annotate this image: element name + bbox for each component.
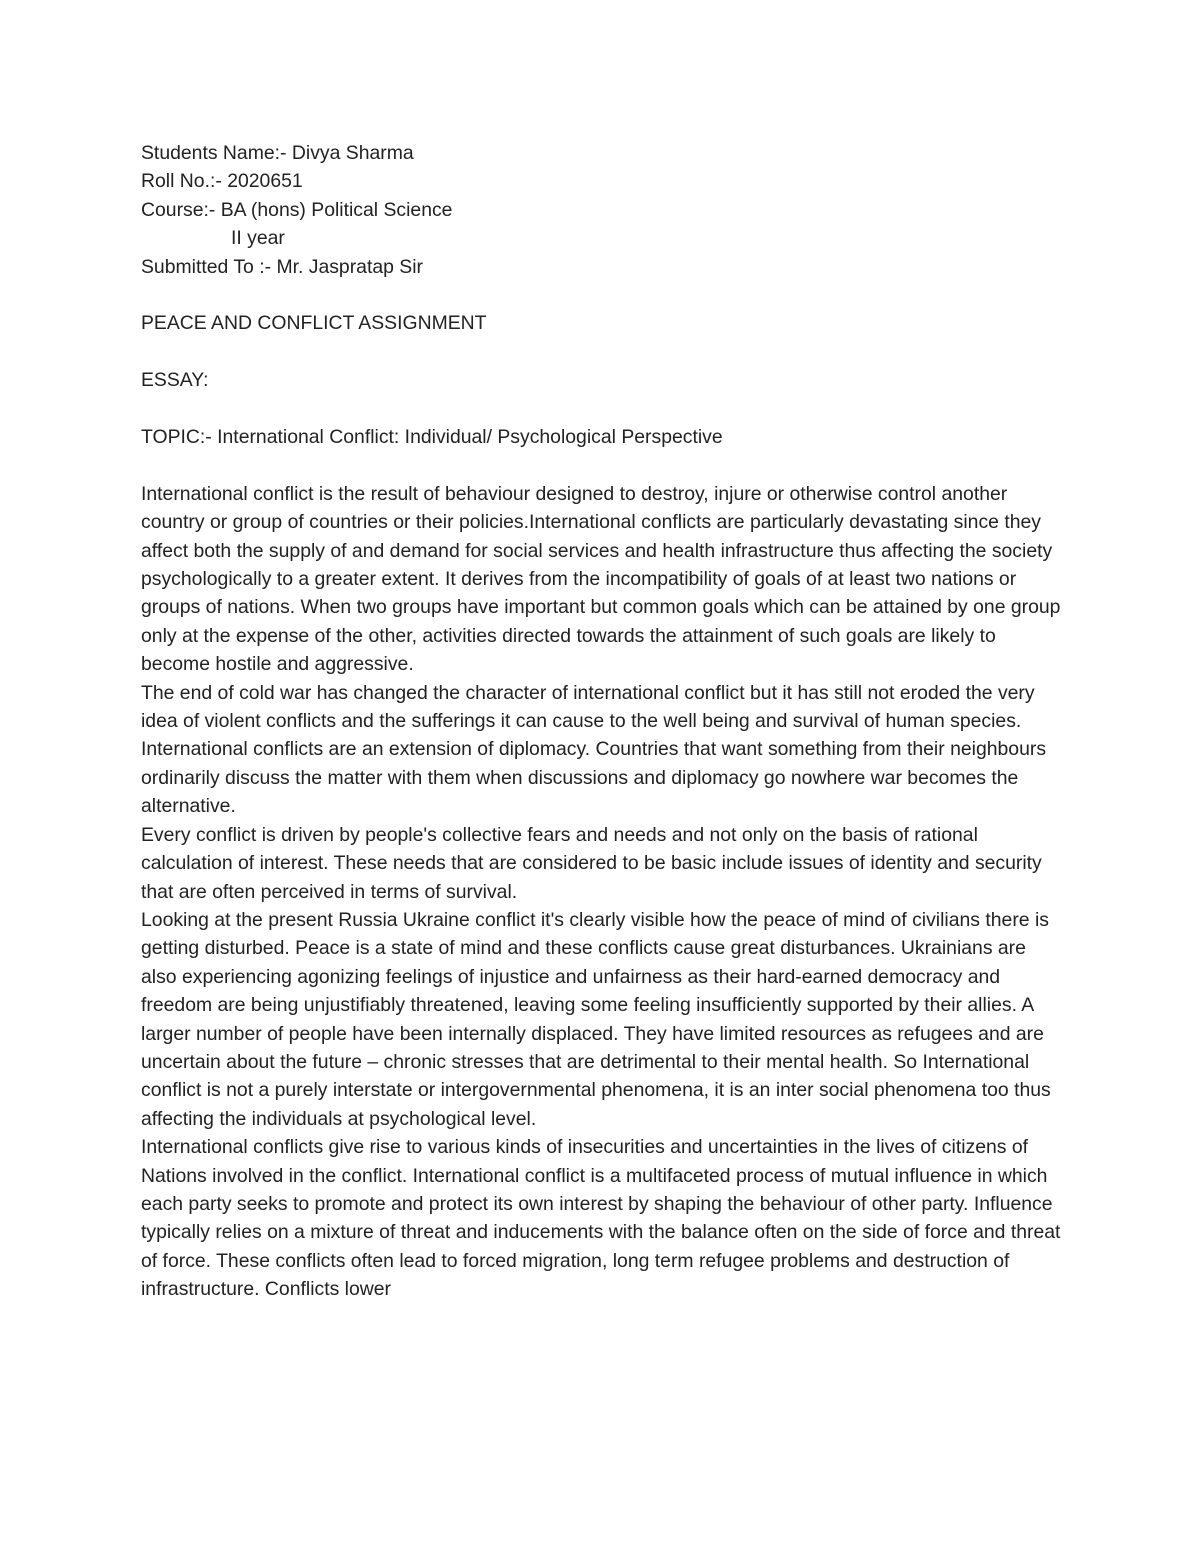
essay-paragraph: International conflicts are an extension of diplomacy. Countries that want something from their neighbours ordinarily discuss the matter with them when discussions and diplomacy go nowhere war becomes the alternative. (141, 738, 1047, 818)
essay-paragraph: Looking at the present Russia Ukraine conflict it's clearly visible how the peace of mind of civilians there is getting disturbed. Peace is a state of mind and these conflicts cause great disturbances. Ukrainians are also experiencing agonizing feelings of injustice and unfairness as their hard-earned democracy and freedom are being unjustifiably threatened, leaving some feeling insufficiently supported by their allies. A larger number of people have been internally displaced. They have limited resources as refugees and are uncertain about the future – chronic stresses that are detrimental to their mental health. So International conflict is not a purely interstate or intergovernmental phenomena, it is an inter social phenomena too thus affecting the individuals at psychological level. (141, 908, 1051, 1130)
student-name: Students Name:- Divya Sharma (141, 142, 414, 164)
essay-topic: TOPIC:- International Conflict: Individual/ Psychological Perspective (141, 426, 723, 449)
course-year: II year (231, 227, 285, 250)
essay-label: ESSAY: (141, 369, 209, 392)
blank-line (141, 395, 1081, 423)
essay-paragraph: International conflicts give rise to various kinds of insecurities and uncertainties in the lives of citizens of Nations involved in the conflict. International conflict is a multifaceted process of mutual influence in which each party seeks to promote and protect its own interest by shaping the behaviour of other party. Influence typically relies on a mixture of threat and inducements with the balance often on the side of force and threat of force. These conflicts often lead to forced migration, long term refugee problems and destruction of infrastructure. Conflicts lower (141, 1136, 1061, 1301)
essay-paragraph: Every conflict is driven by people's collective fears and needs and not only on the basis of rational calculation of interest. These needs that are considered to be basic include issues of identity and security that are often perceived in terms of survival. (141, 823, 1042, 903)
essay-paragraph: The end of cold war has changed the character of international conflict but it has still not eroded the very idea of violent conflicts and the sufferings it can cause to the well being and survival of human species. (141, 681, 1035, 733)
submitted-to: Submitted To :- Mr. Jaspratap Sir (141, 255, 423, 278)
assignment-title: PEACE AND CONFLICT ASSIGNMENT (141, 312, 487, 335)
blank-line (141, 281, 1081, 309)
blank-line (141, 338, 1081, 366)
course: Course:- BA (hons) Political Science (141, 198, 453, 221)
essay-paragraph: International conflict is the result of behaviour designed to destroy, injure or otherwise control another country or group of countries or their policies.International conflicts are particularly devastating since they affect both the supply of and demand for social services and health infrastructure thus affecting the society psychologically to a greater extent. It derives from the incompatibility of goals of at least two nations or groups of nations. When two groups have important but common goals which can be attained by one group only at the expense of the other, activities directed towards the attainment of such goals are likely to become hostile and aggressive. (141, 482, 1061, 676)
essay-body (141, 480, 1061, 1304)
roll-number: Roll No.:- 2020651 (141, 170, 303, 193)
document-content (141, 139, 1081, 1304)
blank-line (141, 451, 1081, 479)
